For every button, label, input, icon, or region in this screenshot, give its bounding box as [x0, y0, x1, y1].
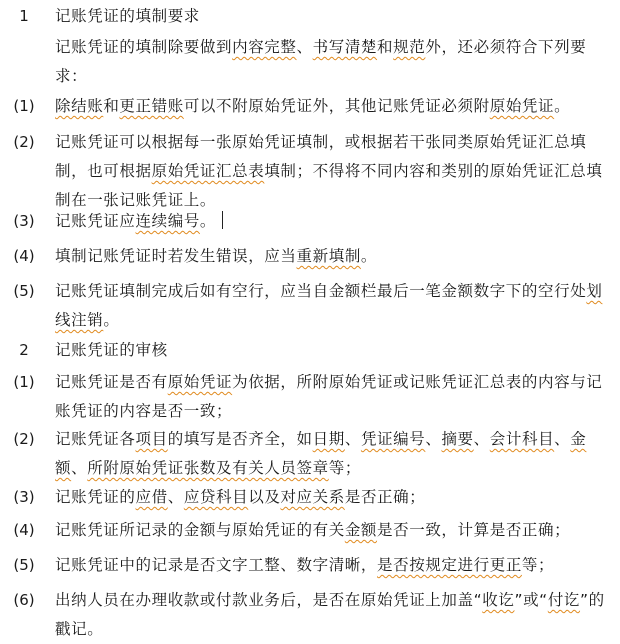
- item-number: (2): [13, 430, 35, 448]
- text-segment: 是否正确；: [344, 488, 426, 506]
- underlined-term: 原始凭证汇总表: [151, 162, 265, 180]
- underlined-term: 规范: [393, 38, 426, 56]
- item-text: [55, 483, 611, 512]
- text-segment: 记账凭证中的记录是否文字工整、数字清晰，: [55, 556, 378, 574]
- section-number: 1: [19, 7, 29, 25]
- item-number: (5): [13, 282, 35, 300]
- text-segment: 为依据，所附原始凭证或记账凭证汇总表的内容与记账凭证的内容是否一致；: [55, 373, 603, 420]
- text-segment: 记账凭证应: [55, 212, 136, 230]
- underlined-term: 应贷科目: [183, 488, 249, 506]
- text-cursor: [222, 211, 223, 229]
- item-text: [55, 92, 611, 121]
- item-number: (6): [13, 591, 35, 609]
- item-text: [55, 516, 611, 545]
- text-segment: ”的戳记。: [55, 591, 605, 638]
- underlined-term: 凭证编号: [360, 430, 426, 448]
- underlined-term: 内容完整: [232, 38, 297, 56]
- item-text: [55, 128, 611, 215]
- section-intro: [55, 33, 611, 91]
- item-text[interactable]: [55, 207, 611, 236]
- item-text: [55, 242, 611, 271]
- underlined-term: 划线注销: [55, 282, 603, 329]
- section-heading: 记账凭证的审核: [55, 341, 168, 359]
- text-segment: 记账凭证填制完成后如有空行，应当自金额栏最后一笔金额数字下的空行处: [55, 282, 587, 300]
- underlined-term: 对应关系: [280, 488, 345, 506]
- item-number: (2): [13, 133, 35, 151]
- text-segment: 、: [296, 38, 313, 56]
- text-segment: 、: [554, 430, 571, 448]
- underlined-term: 书写清楚: [312, 38, 378, 56]
- underlined-term: 金额: [344, 521, 378, 539]
- underlined-term: 除结账: [55, 97, 104, 115]
- underlined-term: 付讫: [547, 591, 581, 609]
- text-segment: 的填写是否齐全，如: [167, 430, 313, 448]
- item-number: (1): [13, 373, 35, 391]
- item-number: (1): [13, 97, 35, 115]
- text-segment: 、: [473, 430, 490, 448]
- text-segment: 和: [377, 38, 394, 56]
- underlined-term: 更正错账: [119, 97, 184, 115]
- text-segment: 记账凭证的: [55, 488, 136, 506]
- underlined-term: 项目: [135, 430, 168, 448]
- underlined-term: 金额: [55, 430, 587, 477]
- text-segment: 外，还必须符合下列要求：: [55, 38, 587, 85]
- text-segment: 、: [425, 430, 442, 448]
- text-segment: 、: [71, 459, 88, 477]
- section-number: 2: [19, 341, 29, 359]
- text-segment: 记账凭证各: [55, 430, 136, 448]
- text-segment: 填制记账凭证时若发生错误，应当: [55, 247, 297, 265]
- text-segment: 出纳人员在办理收款或付款业务后，是否在原始凭证上加盖“: [55, 591, 483, 609]
- text-segment: 等；: [521, 556, 555, 574]
- text-segment: 可以不附原始凭证外，其他记账凭证必须附: [183, 97, 490, 115]
- text-segment: 、: [167, 488, 184, 506]
- text-segment: 。: [554, 97, 571, 115]
- item-number: (3): [13, 212, 35, 230]
- underlined-term: 日期: [312, 430, 345, 448]
- underlined-term: 是否按规定进行更正: [377, 556, 522, 574]
- underlined-term: 连续编号: [135, 212, 200, 230]
- text-segment: 记账凭证可以根据每一张原始凭证填制，或根据若干张同类原始凭证汇总填制，也可根据: [55, 133, 587, 180]
- text-segment: 。: [360, 247, 378, 265]
- item-number: (3): [13, 488, 35, 506]
- text-segment: 是否一致，计算是否正确；: [377, 521, 571, 539]
- text-segment: 填制；不得将不同内容和类别的原始凭证汇总填制在一张记账凭证上。: [55, 162, 603, 209]
- item-number: (4): [13, 521, 35, 539]
- text-segment: 。: [103, 311, 120, 329]
- text-segment: 。: [199, 212, 217, 230]
- underlined-term: 原始凭证: [489, 97, 555, 115]
- text-segment: 记账凭证的填制除要做到: [55, 38, 233, 56]
- section-heading: 记账凭证的填制要求: [55, 7, 200, 25]
- underlined-term: 原始凭证: [167, 373, 233, 391]
- item-number: (4): [13, 247, 35, 265]
- underlined-term: 会计科目: [489, 430, 555, 448]
- text-segment: 和: [103, 97, 120, 115]
- text-segment: 等；: [328, 459, 361, 477]
- underlined-term: 应借: [135, 488, 168, 506]
- item-text: [55, 277, 611, 335]
- underlined-term: 收讫: [482, 591, 515, 609]
- text-segment: 以及: [248, 488, 281, 506]
- underlined-term: 所附原始凭证张数及有关人员签章: [87, 459, 329, 477]
- item-number: (5): [13, 556, 35, 574]
- text-segment: 、: [344, 430, 361, 448]
- item-text: [55, 368, 611, 426]
- underlined-term: 重新填制: [296, 247, 361, 265]
- item-text: [55, 425, 611, 483]
- underlined-term: 摘要: [441, 430, 474, 448]
- text-segment: 记账凭证所记录的金额与原始凭证的有关: [55, 521, 345, 539]
- text-segment: ”或“: [514, 591, 548, 609]
- item-text: [55, 586, 611, 644]
- text-segment: 记账凭证是否有: [55, 373, 168, 391]
- item-text: [55, 551, 611, 580]
